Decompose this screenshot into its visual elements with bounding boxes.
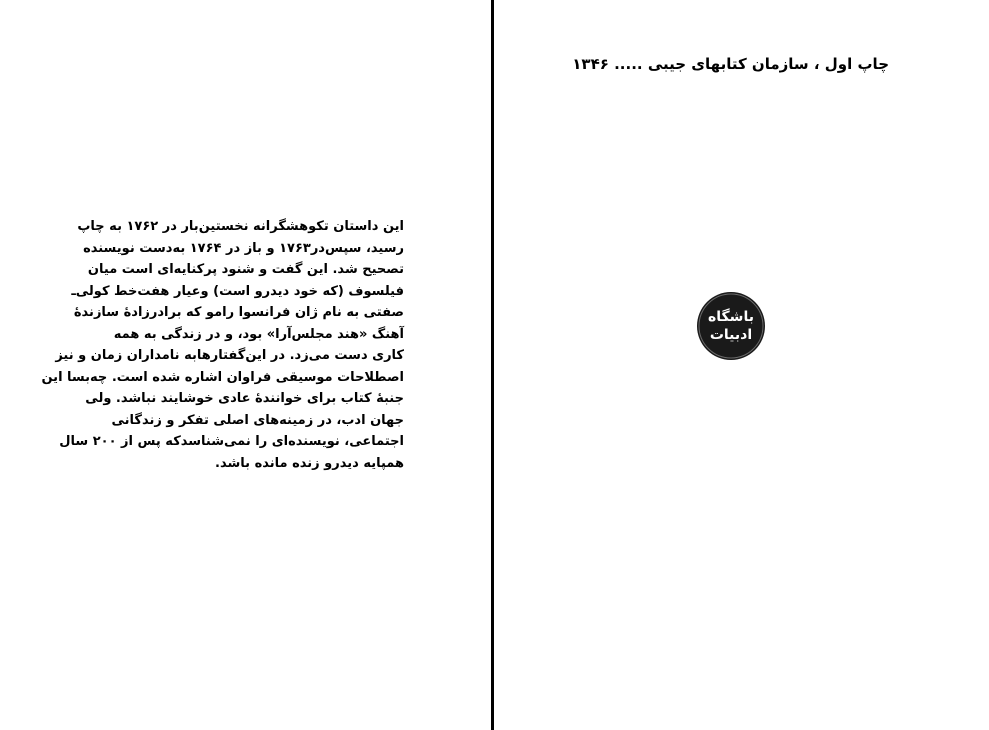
right-page (494, 0, 989, 730)
description-line: صفتی به نام ژان فرانسوا رامو که برادرزادهٔ سازندهٔ (73, 305, 404, 320)
description-line: همپایه دیدرو زنده مانده باشد. (215, 455, 404, 471)
description-line: فیلسوف (که خود دیدرو است) وعیار هفت‌خط کولی‌ـ (71, 283, 404, 299)
description-line: این داستان تکوهشگرانه نخستین‌بار در ۱۷۶۲ به چاپ (77, 219, 404, 234)
logo-text-line: باشگاه (708, 309, 754, 325)
logo-lettering (697, 292, 765, 360)
description-line: تصحیح شد. این گفت و شنود پرکنایه‌ای است میان (87, 262, 404, 277)
book-description (41, 216, 404, 474)
description-line: اجتماعی، نویسنده‌ای را نمی‌شناسدکه پس از ۲۰۰ سال (59, 434, 404, 449)
logo-text-line: ادبیات (709, 327, 753, 343)
description-line: کاری دست می‌زد. در این‌گفتارها‌به نامداران زمان و نیز (55, 348, 404, 363)
description-line: رسید، سپس‌در۱۷۶۳ و باز در ۱۷۶۴ به‌دست نویسنده (83, 240, 404, 256)
description-line: آهنگ «هند مجلس‌آرا» بود، و در زندگی به همه (113, 326, 404, 342)
description-line: اصطلاحات موسیقی فراوان اشاره شده است. چه‌بسا این (41, 369, 404, 385)
club-logo-seal (697, 292, 765, 360)
description-line: جنبهٔ کتاب برای خوانندهٔ عادی خوشایند نباشد. ولی (85, 391, 404, 406)
description-line: جهان ادب، در زمینه‌های اصلی تفکر و زندگانی (111, 412, 404, 428)
left-page (0, 0, 491, 730)
edition-colophon: چاپ اول ، سازمان کتابهای جیبی ..... ۱۳۴۶ (572, 55, 889, 73)
